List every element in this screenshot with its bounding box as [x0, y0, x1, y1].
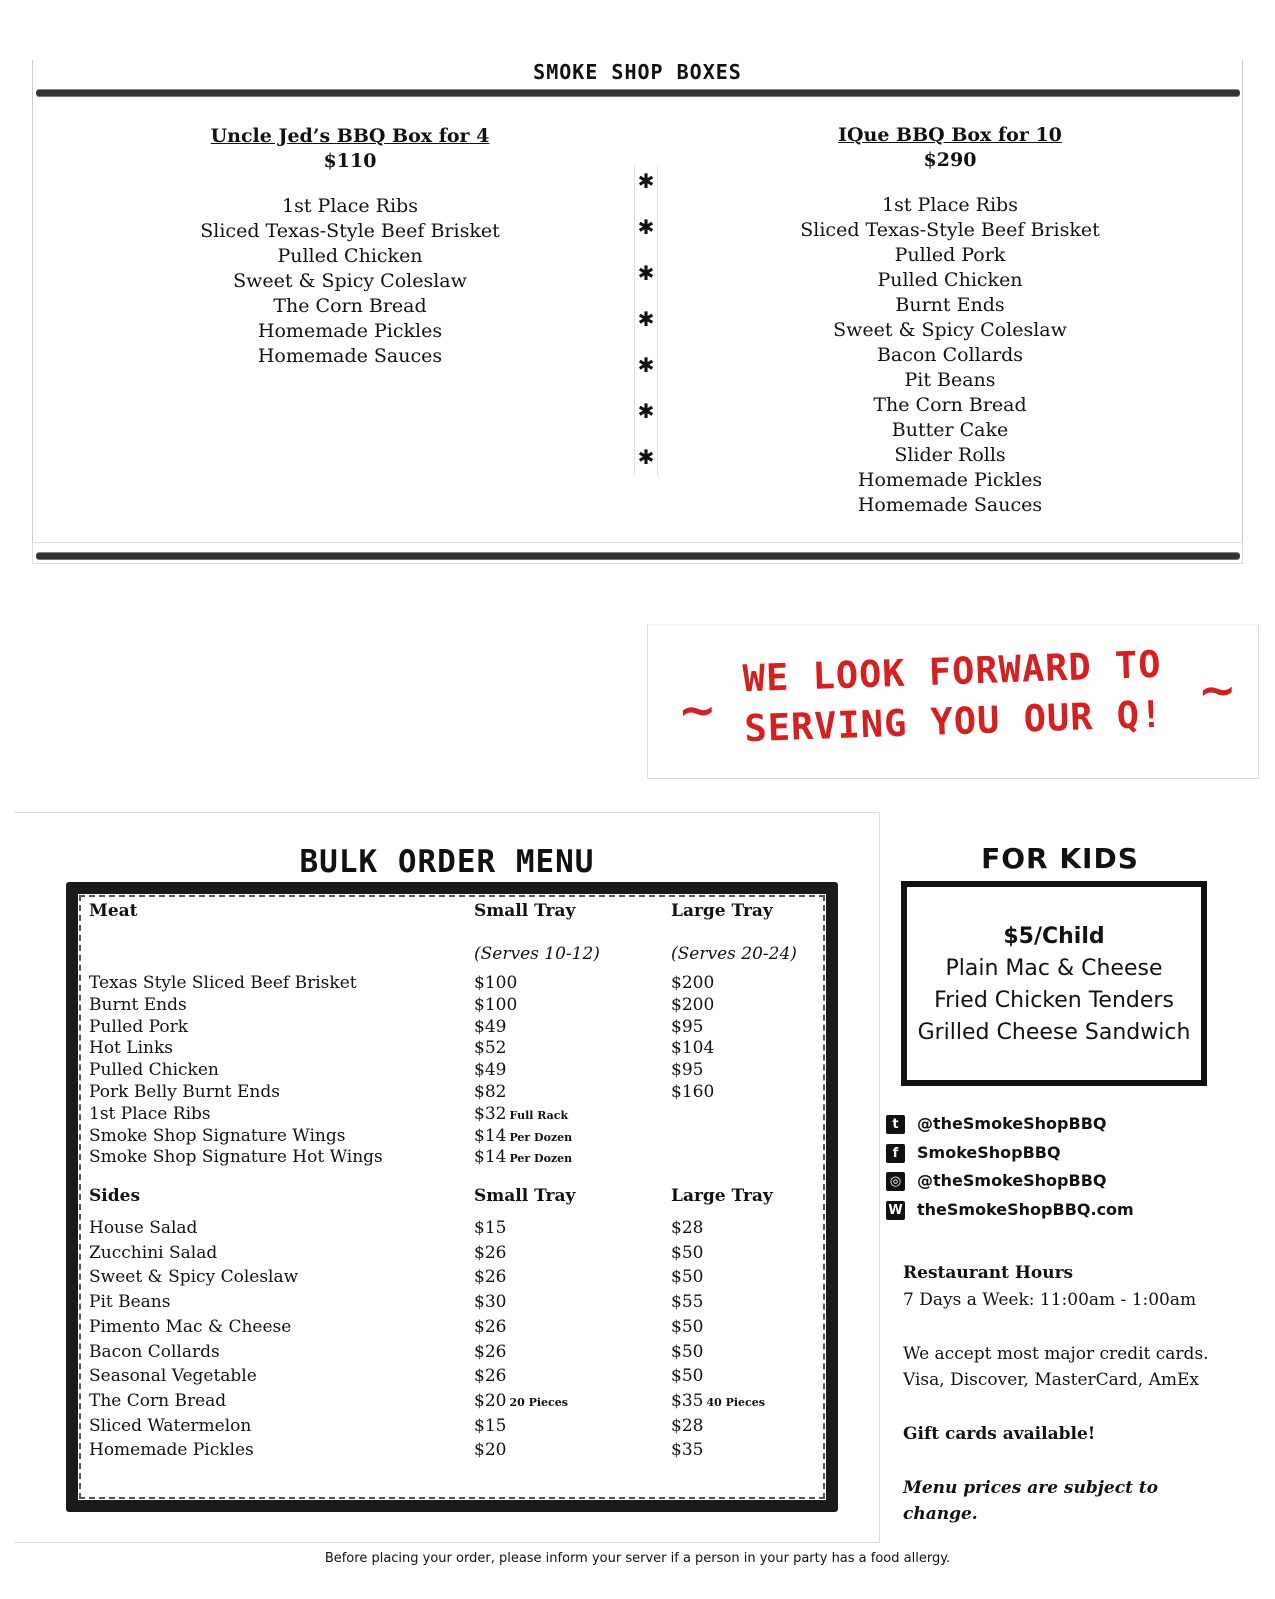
flower-icon: ✱ [637, 215, 655, 239]
tray-price [671, 972, 714, 994]
tray-price [671, 1242, 703, 1264]
price-value: $14 [474, 1125, 507, 1146]
price-value: $35 [671, 1440, 704, 1461]
tray-price [671, 1059, 703, 1081]
side-row [89, 1390, 789, 1412]
item-name: Sides [89, 1186, 141, 1206]
price-value: $26 [474, 1267, 507, 1288]
box-name: IQue BBQ Box for 10 [838, 124, 1062, 146]
price-value: $200 [671, 994, 715, 1015]
twitter-icon: t [886, 1115, 905, 1134]
item-name: Hot Links [89, 1038, 173, 1059]
hours-title: Restaurant Hours [903, 1263, 1074, 1283]
cards-line-2: Visa, Discover, MasterCard, AmEx [903, 1370, 1199, 1390]
large-tray: Large Tray [671, 1186, 773, 1206]
price-disclaimer-1: Menu prices are subject to [903, 1478, 1159, 1498]
price-value: $32 [474, 1103, 507, 1124]
side-row [89, 1266, 789, 1288]
small-tray: (Serves 10-12) [474, 944, 600, 964]
price-note: Per Dozen [509, 1152, 573, 1166]
box-item: Sweet & Spicy Coleslaw [833, 319, 1067, 341]
social-handle: @theSmokeShopBBQ [917, 1114, 1107, 1133]
meat-row [89, 972, 789, 994]
box-items-list [750, 193, 1150, 518]
kids-items-list [907, 953, 1201, 1049]
box-item: The Corn Bread [873, 394, 1027, 416]
box-item: 1st Place Ribs [882, 194, 1018, 216]
box-for-4 [150, 124, 550, 369]
price-value: $50 [671, 1341, 704, 1362]
social-handle: @theSmokeShopBBQ [917, 1171, 1107, 1190]
price-value: $200 [671, 973, 715, 993]
social-row [886, 1169, 1107, 1193]
flower-icon: ✱ [637, 261, 655, 285]
price-note: Full Rack [509, 1108, 569, 1122]
side-row [89, 1242, 789, 1264]
tray-price [474, 1016, 506, 1038]
tray-price [474, 1316, 506, 1338]
top-rule [36, 90, 1240, 96]
price-value: $104 [671, 1038, 715, 1059]
social-row [886, 1198, 1134, 1222]
price-value: $15 [474, 1415, 507, 1436]
price-value: $95 [671, 1016, 704, 1037]
item-name: Pulled Pork [89, 1016, 189, 1037]
box-item: Sliced Texas-Style Beef Brisket [800, 219, 1100, 241]
small-tray: Small Tray [474, 1186, 576, 1206]
tray-price [671, 1316, 703, 1338]
price-value: $15 [474, 1218, 507, 1238]
flower-icon: ✱ [637, 307, 655, 331]
box-item: Homemade Sauces [257, 345, 443, 367]
price-value: $100 [474, 973, 518, 993]
box-price: $290 [923, 149, 977, 171]
price-note: 40 Pieces [706, 1395, 765, 1409]
tray-price [474, 1037, 506, 1059]
kids-item: Grilled Cheese Sandwich [917, 1020, 1191, 1045]
banner-line-1: WE LOOK FORWARD TO [742, 642, 1163, 701]
meat-row [89, 1059, 789, 1081]
tray-price [671, 1081, 714, 1103]
banner-text [716, 639, 1189, 755]
price-value: $52 [474, 1038, 507, 1059]
kids-item: Plain Mac & Cheese [945, 956, 1163, 981]
price-value: $100 [474, 994, 518, 1015]
kids-title: FOR KIDS [981, 842, 1139, 875]
serves-row [89, 943, 797, 965]
flower-icon: ✱ [637, 353, 655, 377]
tray-price [474, 972, 517, 994]
side-row [89, 1341, 789, 1363]
box-name: Uncle Jed’s BBQ Box for 4 [210, 125, 490, 147]
social-handle: theSmokeShopBBQ.com [917, 1199, 1134, 1219]
smoke-shop-boxes-title: SMOKE SHOP BOXES [533, 60, 742, 84]
kids-item: Fried Chicken Tenders [934, 988, 1174, 1013]
box-item: Sweet & Spicy Coleslaw [233, 270, 467, 292]
meat-header-row [89, 900, 789, 922]
item-name: Bacon Collards [89, 1341, 220, 1362]
price-value: $49 [474, 1060, 507, 1081]
box-for-10 [750, 123, 1150, 518]
box-item: Homemade Pickles [257, 320, 443, 342]
item-name: The Corn Bread [89, 1390, 227, 1411]
item-name: Smoke Shop Signature Wings [89, 1125, 346, 1146]
price-value: $95 [671, 1060, 704, 1081]
sides-header-row [89, 1185, 789, 1207]
box-item: Pulled Chicken [277, 245, 423, 267]
tray-price [474, 994, 517, 1016]
box-item: Homemade Sauces [857, 494, 1043, 516]
price-value: $28 [671, 1218, 704, 1238]
tray-price [474, 1081, 506, 1103]
price-value: $20 [474, 1440, 507, 1461]
tray-price [474, 1291, 506, 1313]
price-value: $26 [474, 1366, 507, 1387]
box-item: Bacon Collards [876, 344, 1024, 366]
bottom-rule [36, 553, 1240, 559]
flower-divider [634, 166, 658, 476]
tray-price [474, 1242, 506, 1264]
instagram-icon: ◎ [886, 1172, 905, 1191]
item-name: Seasonal Vegetable [89, 1366, 257, 1387]
small-tray: Small Tray [474, 901, 576, 921]
meat-row [89, 994, 789, 1016]
meat-row [89, 1146, 789, 1168]
item-name: Meat [89, 901, 138, 921]
meat-row [89, 1037, 789, 1059]
tray-price [474, 1415, 506, 1437]
price-value: $50 [671, 1267, 704, 1288]
tray-price [474, 1146, 572, 1170]
price-value: $55 [671, 1292, 704, 1313]
side-row [89, 1217, 789, 1239]
tray-price [671, 1390, 765, 1414]
web-icon: W [886, 1201, 905, 1220]
tray-price [474, 1103, 568, 1127]
side-row [89, 1439, 789, 1461]
banner-line-2: SERVING YOU OUR Q! [743, 692, 1164, 751]
price-note: Per Dozen [509, 1130, 573, 1144]
social-row [886, 1112, 1107, 1136]
tray-price [671, 1415, 703, 1437]
item-name: Sweet & Spicy Coleslaw [89, 1267, 299, 1288]
kids-price: $5/Child [1003, 924, 1105, 949]
item-name: Texas Style Sliced Beef Brisket [89, 973, 357, 993]
gift-cards-note: Gift cards available! [903, 1424, 1096, 1444]
tray-price [474, 1266, 506, 1288]
item-name: Pit Beans [89, 1292, 171, 1313]
price-disclaimer-2: change. [903, 1504, 978, 1524]
flower-icon: ✱ [637, 445, 655, 469]
tray-price [671, 1266, 703, 1288]
price-value: $82 [474, 1082, 507, 1102]
box-item: Homemade Pickles [857, 469, 1043, 491]
tray-price [474, 1217, 506, 1239]
side-row [89, 1365, 789, 1387]
box-item: 1st Place Ribs [282, 195, 418, 217]
tray-price [671, 1016, 703, 1038]
side-row [89, 1316, 789, 1338]
price-value: $26 [474, 1341, 507, 1362]
large-tray: Large Tray [671, 901, 773, 921]
item-name: Pulled Chicken [89, 1060, 219, 1081]
tray-price [671, 1365, 703, 1387]
box-items-list [150, 194, 550, 369]
item-name: Pimento Mac & Cheese [89, 1316, 292, 1337]
item-name: Smoke Shop Signature Hot Wings [89, 1147, 383, 1168]
tray-price [671, 1291, 703, 1313]
tray-price [671, 1037, 714, 1059]
price-value: $28 [671, 1415, 704, 1436]
allergy-notice: Before placing your order, please inform your server if a person in your party has a food allergy. [324, 1551, 951, 1566]
cards-line-1: We accept most major credit cards. [903, 1344, 1209, 1364]
tray-price [474, 1059, 506, 1081]
tray-price [671, 994, 714, 1016]
price-value: $50 [671, 1242, 704, 1263]
tray-price [671, 1217, 703, 1239]
kids-menu-box [901, 881, 1207, 1086]
meat-row [89, 1125, 789, 1147]
facebook-icon: f [886, 1144, 905, 1163]
box-price: $110 [323, 150, 377, 172]
price-value: $50 [671, 1366, 704, 1387]
box-item: Butter Cake [891, 419, 1009, 441]
side-row [89, 1415, 789, 1437]
tray-price [474, 1125, 572, 1149]
welcome-banner [647, 624, 1259, 779]
price-value: $30 [474, 1292, 507, 1313]
box-item: Burnt Ends [895, 294, 1005, 316]
tray-price [474, 1365, 506, 1387]
meat-row [89, 1016, 789, 1038]
item-name: Sliced Watermelon [89, 1415, 252, 1436]
box-item: Slider Rolls [894, 444, 1006, 466]
tray-price [474, 1390, 568, 1414]
social-handle: SmokeShopBBQ [917, 1142, 1061, 1162]
item-name: Zucchini Salad [89, 1242, 218, 1263]
box-item: Pit Beans [904, 369, 996, 391]
item-name: Homemade Pickles [89, 1440, 254, 1461]
box-item: The Corn Bread [273, 295, 427, 317]
tray-price [671, 1439, 703, 1461]
price-value: $14 [474, 1147, 507, 1168]
item-name: 1st Place Ribs [89, 1103, 211, 1124]
item-name: House Salad [89, 1218, 198, 1238]
tray-price [671, 1341, 703, 1363]
tray-price [474, 1439, 506, 1461]
price-value: $20 [474, 1390, 507, 1411]
hours-text: 7 Days a Week: 11:00am - 1:00am [903, 1290, 1197, 1310]
tilde-right: ~ [1198, 663, 1237, 717]
price-value: $49 [474, 1016, 507, 1037]
box-item: Pulled Chicken [877, 269, 1023, 291]
bulk-order-title: BULK ORDER MENU [299, 844, 595, 880]
item-name: Burnt Ends [89, 994, 187, 1015]
tilde-left: ~ [678, 683, 717, 737]
item-name: Pork Belly Burnt Ends [89, 1082, 280, 1102]
tray-price [474, 1341, 506, 1363]
price-value: $26 [474, 1242, 507, 1263]
box-item: Sliced Texas-Style Beef Brisket [200, 220, 500, 242]
flower-icon: ✱ [637, 169, 655, 193]
social-row [886, 1141, 1061, 1165]
price-value: $26 [474, 1316, 507, 1337]
price-value: $35 [671, 1390, 704, 1411]
large-tray: (Serves 20-24) [671, 944, 797, 964]
meat-row [89, 1081, 789, 1103]
price-note: 20 Pieces [509, 1395, 568, 1409]
side-row [89, 1291, 789, 1313]
price-value: $50 [671, 1316, 704, 1337]
price-value: $160 [671, 1082, 715, 1102]
box-item: Pulled Pork [894, 244, 1006, 266]
meat-row [89, 1103, 789, 1125]
flower-icon: ✱ [637, 399, 655, 423]
